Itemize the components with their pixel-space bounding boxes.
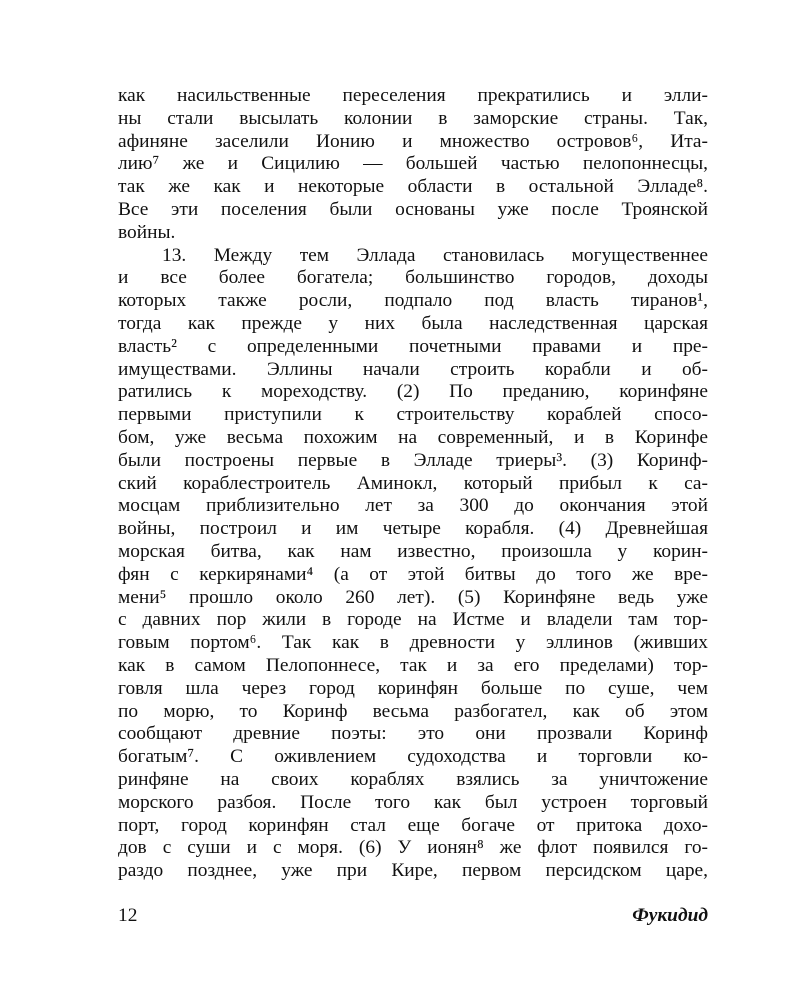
text-line: мосцам приблизительно лет за 300 до окончания этой [118, 495, 708, 517]
text-line: ский кораблестроитель Аминокл, который прибыл к са- [118, 472, 708, 494]
text-line: тогда как прежде у них была наследственная царская [118, 312, 708, 334]
text-line: которых также росли, подпало под власть тиранов¹, [118, 290, 708, 312]
text-line: и все более богатела; большинство городов, доходы [118, 267, 708, 289]
text-line: дов с суши и с моря. (6) У ионян⁸ же флот появился го- [118, 837, 708, 859]
text-line: с давних пор жили в городе на Истме и владели там тор- [118, 609, 708, 631]
text-line: говля шла через город коринфян больше по суше, чем [118, 677, 708, 699]
text-line: афиняне заселили Ионию и множество островов⁶, Ита- [118, 130, 708, 152]
text-line: имуществами. Эллины начали строить корабли и об- [118, 358, 708, 380]
text-line: морская битва, как нам известно, произошла у корин- [118, 540, 708, 562]
text-line: ратились к мореходству. (2) По преданию, коринфяне [118, 381, 708, 403]
text-line: морского разбоя. После того как был устроен торговый [118, 791, 708, 813]
text-line: власть² с определенными почетными правами и пре- [118, 335, 708, 357]
text-line: ринфяне на своих кораблях взялись за уничтожение [118, 768, 708, 790]
text-line: Все эти поселения были основаны уже после Троянской [118, 198, 708, 220]
text-line: войны. [118, 221, 176, 243]
text-line: бом, уже весьма похожим на современный, и в Коринфе [118, 426, 708, 448]
paragraph-start-line: 13. Между тем Эллада становилась могущественнее [162, 244, 708, 266]
text-line: по морю, то Коринф весьма разбогател, как об этом [118, 700, 708, 722]
text-line: богатым⁷. С оживлением судоходства и торговли ко- [118, 746, 708, 768]
text-line: фян с керкирянами⁴ (а от этой битвы до того же вре- [118, 563, 708, 585]
text-line: говым портом⁶. Так как в древности у эллинов (живших [118, 632, 708, 654]
text-line: первыми приступили к строительству кораблей спосо- [118, 404, 708, 426]
text-line: порт, город коринфян стал еще богаче от притока дохо- [118, 814, 708, 836]
running-title: Фукидид [632, 905, 708, 926]
text-line: так же как и некоторые области в остальной Элладе⁸. [118, 176, 708, 198]
page-number: 12 [118, 905, 138, 926]
text-line: мени⁵ прошло около 260 лет). (5) Коринфяне ведь уже [118, 586, 708, 608]
text-line: войны, построил и им четыре корабля. (4) Древнейшая [118, 518, 708, 540]
text-line: ны стали высылать колонии в заморские страны. Так, [118, 107, 708, 129]
text-line: лию⁷ же и Сицилию — большей частью пелопоннесцы, [118, 153, 708, 175]
text-line: раздо позднее, уже при Кире, первом персидском царе, [118, 860, 708, 882]
body-text [118, 85, 708, 883]
text-line: как в самом Пелопоннесе, так и за его пределами) тор- [118, 654, 708, 676]
text-line: как насильственные переселения прекратились и элли- [118, 85, 708, 106]
text-line: сообщают древние поэты: это они прозвали Коринф [118, 723, 708, 745]
text-line: были построены первые в Элладе триеры³. (3) Коринф- [118, 449, 708, 471]
